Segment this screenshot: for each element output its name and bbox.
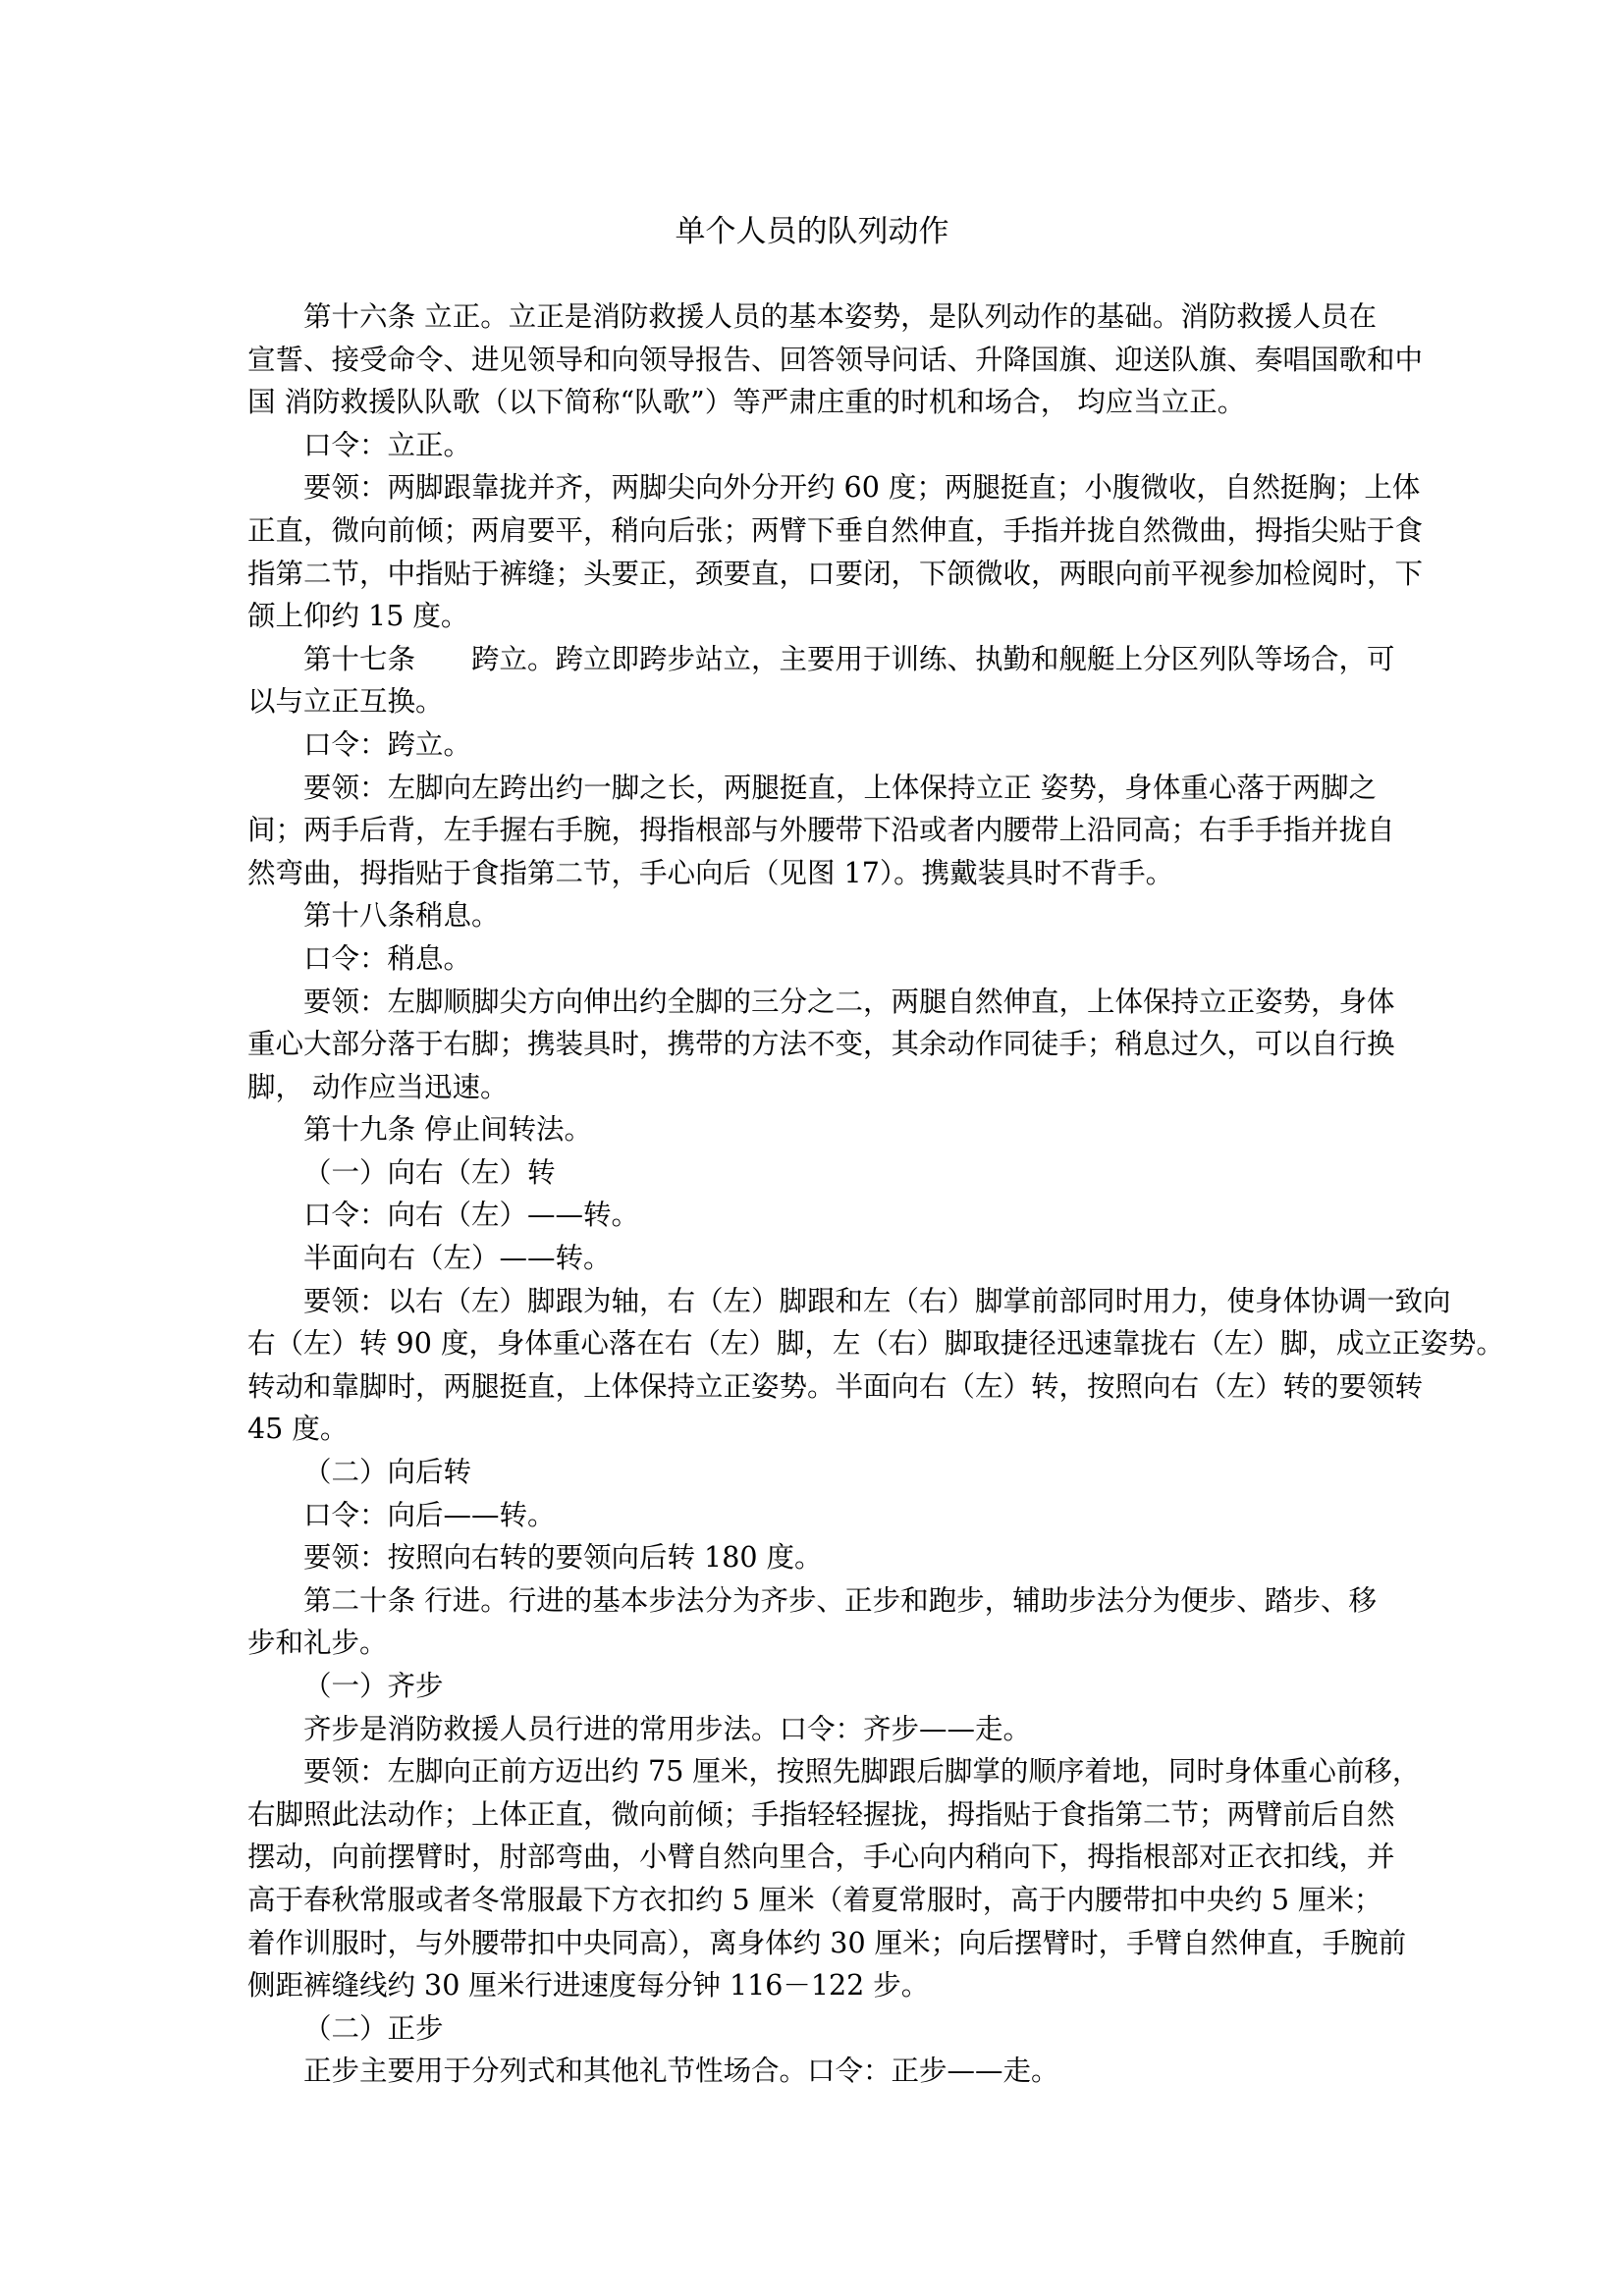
text-line: （二）向后转 — [303, 1456, 472, 1489]
text-line: 以与立正互换。 — [247, 685, 444, 719]
text-line: 正直，微向前倾；两肩要平，稍向后张；两臂下垂自然伸直，手指并拢自然微曲，拇指尖贴于食 — [247, 513, 1424, 547]
text-line: 要领：以右（左）脚跟为轴，右（左）脚跟和左（右）脚掌前部同时用力，使身体协调一致向 — [303, 1284, 1451, 1317]
text-line: 第十九条 停止间转法。 — [303, 1113, 593, 1147]
text-line: 要领：左脚向正前方迈出约 75 厘米，按照先脚跟后脚掌的顺序着地，同时身体重心前移， — [303, 1755, 1421, 1789]
text-line: 然弯曲，拇指贴于食指第二节，手心向后（见图 17）。携戴装具时不背手。 — [247, 856, 1174, 889]
text-line: 第十六条 立正。立正是消防救援人员的基本姿势，是队列动作的基础。消防救援人员在 — [303, 300, 1377, 333]
document-title: 单个人员的队列动作 — [675, 214, 949, 249]
document-body — [247, 295, 1504, 2093]
text-line: 重心大部分落于右脚；携装具时，携带的方法不变，其余动作同徒手；稍息过久，可以自行换 — [247, 1028, 1395, 1061]
text-line: 要领：按照向右转的要领向后转 180 度。 — [303, 1541, 823, 1575]
text-line: （二）正步 — [303, 2011, 444, 2045]
text-line: 第十七条 跨立。跨立即跨步站立，主要用于训练、执勤和舰艇上分区列队等场合，可 — [303, 642, 1395, 675]
text-line: 国 消防救援队队歌（以下简称“队歌”）等严肃庄重的时机和场合， 均应当立正。 — [247, 386, 1246, 419]
text-line: 高于春秋常服或者冬常服最下方衣扣约 5 厘米（着夏常服时，高于内腰带扣中央约 5 厘米； — [247, 1883, 1382, 1916]
text-line: （一）齐步 — [303, 1670, 444, 1702]
text-line: 颌上仰约 15 度。 — [247, 600, 469, 633]
text-line: 要领：左脚向左跨出约一脚之长，两腿挺直，上体保持立正 姿势，身体重心落于两脚之 — [303, 771, 1377, 804]
text-line: 间；两手后背，左手握右手腕，拇指根部与外腰带下沿或者内腰带上沿同高；右手手指并拢自 — [247, 814, 1395, 847]
text-line: 着作训服时，与外腰带扣中央同高），离身体约 30 厘米；向后摆臂时，手臂自然伸直，手腕前 — [247, 1926, 1407, 1959]
text-line: 半面向右（左）——转。 — [303, 1242, 612, 1275]
text-line: 转动和靠脚时，两腿挺直，上体保持立正姿势。半面向右（左）转，按照向右（左）转的要领转 — [247, 1369, 1424, 1403]
text-line: 口令：稍息。 — [303, 941, 472, 975]
text-line: 口令：向右（左）——转。 — [303, 1199, 640, 1232]
text-line: 口令：跨立。 — [303, 727, 472, 761]
text-line: 步和礼步。 — [247, 1627, 388, 1660]
text-line: 宣誓、接受命令、进见领导和向领导报告、回答领导问话、升降国旗、迎送队旗、奏唱国歌和中 — [247, 343, 1424, 376]
text-line: 正步主要用于分列式和其他礼节性场合。口令：正步——走。 — [303, 2055, 1059, 2088]
text-line: 脚， 动作应当迅速。 — [247, 1070, 509, 1103]
text-line: 侧距裤缝线约 30 厘米行进速度每分钟 116－122 步。 — [247, 1969, 930, 2002]
text-line: 口令：向后——转。 — [303, 1498, 556, 1531]
text-line: （一）向右（左）转 — [303, 1155, 556, 1189]
text-line: 右（左）转 90 度，身体重心落在右（左）脚，左（右）脚取捷径迅速靠拢右（左）脚，成立正姿势。 — [247, 1327, 1504, 1361]
text-line: 第十八条稍息。 — [303, 899, 500, 933]
text-line: 口令：立正。 — [303, 428, 472, 461]
text-line: 右脚照此法动作；上体正直，微向前倾；手指轻轻握拢，拇指贴于食指第二节；两臂前后自然 — [247, 1797, 1395, 1831]
text-line: 齐步是消防救援人员行进的常用步法。口令：齐步——走。 — [303, 1712, 1032, 1745]
text-line: 要领：左脚顺脚尖方向伸出约全脚的三分之二，两腿自然伸直，上体保持立正姿势，身体 — [303, 985, 1395, 1018]
text-line: 摆动，向前摆臂时，肘部弯曲，小臂自然向里合，手心向内稍向下，拇指根部对正衣扣线，并 — [247, 1841, 1395, 1874]
text-line: 要领：两脚跟靠拢并齐，两脚尖向外分开约 60 度；两腿挺直；小腹微收，自然挺胸；上体 — [303, 471, 1421, 505]
text-line: 第二十条 行进。行进的基本步法分为齐步、正步和跑步，辅助步法分为便步、踏步、移 — [303, 1583, 1377, 1617]
text-line: 指第二节，中指贴于裤缝；头要正，颈要直，口要闭，下颌微收，两眼向前平视参加检阅时，下 — [247, 557, 1424, 590]
text-line: 45 度。 — [247, 1413, 349, 1446]
